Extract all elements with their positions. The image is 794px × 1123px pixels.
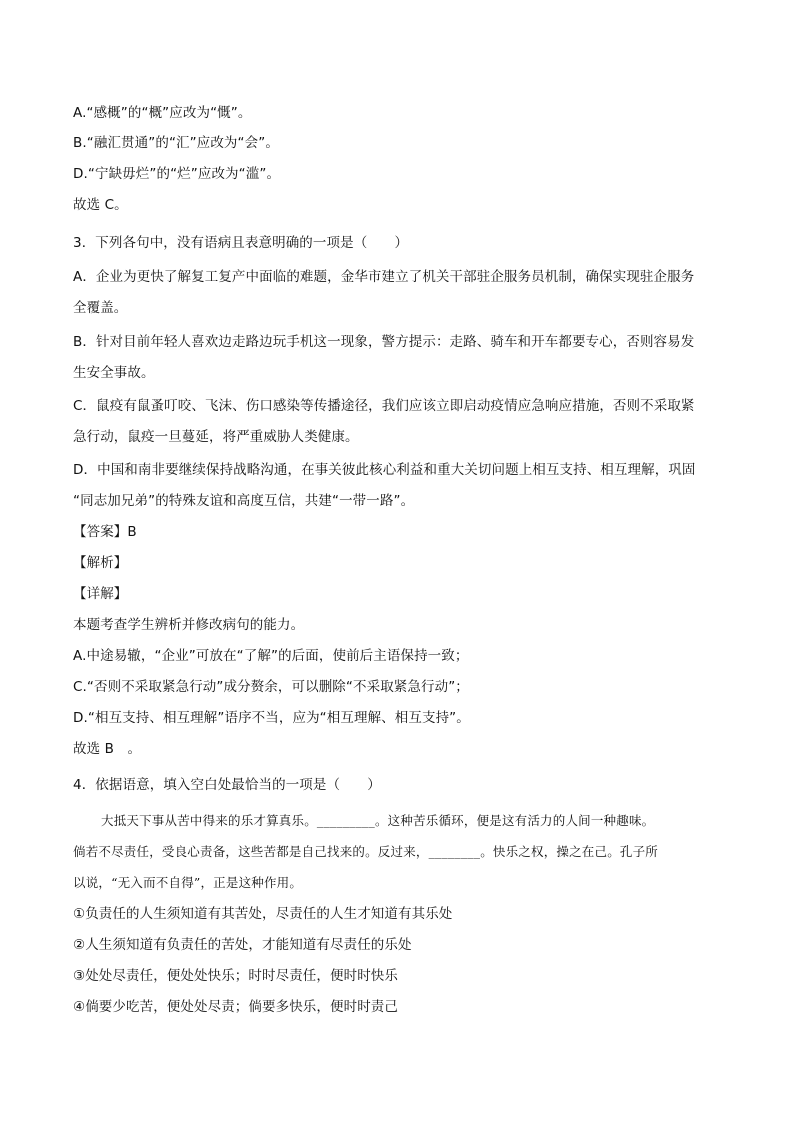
q4-option-3: ③处处尽责任，便处处快乐；时时尽责任，便时时快乐	[73, 968, 399, 984]
q3-choice: 故选 B 。	[73, 741, 142, 757]
option-a-line: A.“感概”的“概”应改为“慨”。	[73, 105, 252, 121]
explanation-d: D.“相互支持、相互理解”语序不当，应为“相互理解、相互支持”。	[73, 710, 470, 726]
prev-choice: 故选 C。	[73, 197, 128, 213]
answer-label: 【答案】B	[73, 524, 137, 540]
q3-option-c-line2: 急行动，鼠疫一旦蔓延，将严重威胁人类健康。	[73, 429, 359, 445]
explanation-a: A.中途易辙，“企业”可放在“了解”的后面，使前后主语保持一致；	[73, 648, 469, 664]
explanation-intro: 本题考查学生辨析并修改病句的能力。	[73, 617, 305, 633]
q4-passage-line3: 以说，“无入而不自得”，正是这种作用。	[73, 875, 303, 890]
q3-option-d-line1: D．中国和南非要继续保持战略沟通，在事关彼此核心利益和重大关切问题上相互支持、相互理解，巩固	[73, 462, 696, 478]
q4-option-4: ④倘要少吃苦，便处处尽责；倘要多快乐，便时时责己	[73, 999, 399, 1015]
q4-stem: 4．依据语意，填入空白处最恰当的一项是（ ）	[73, 777, 381, 793]
explanation-c: C.“否则不采取紧急行动”成分赘余，可以删除“不采取紧急行动”；	[73, 679, 469, 695]
q4-option-1: ①负责任的人生须知道有其苦处，尽责任的人生才知道有其乐处	[73, 906, 453, 922]
q4-option-2: ②人生须知道有负责任的苦处，才能知道有尽责任的乐处	[73, 937, 412, 953]
option-d-line: D.“宁缺毋烂”的“烂”应改为“滥”。	[73, 166, 281, 182]
q3-option-a-line2: 全覆盖。	[73, 300, 128, 316]
q4-passage-line1: 大抵天下事从苦中得来的乐才算真乐。_________。这种苦乐循环，便是这有活力的人间一种趣味。	[101, 813, 655, 828]
q3-option-d-line2: “同志加兄弟”的特殊友谊和高度互信，共建“一带一路”。	[73, 493, 415, 509]
q3-option-c-line1: C．鼠疫有鼠蚤叮咬、飞沫、伤口感染等传播途径，我们应该立即启动疫情应急响应措施，否则不采取紧	[73, 398, 695, 414]
analysis-label: 【解析】	[73, 555, 128, 571]
detail-label: 【详解】	[73, 586, 128, 602]
q3-stem: 3．下列各句中，没有语病且表意明确的一项是（ ）	[73, 235, 409, 251]
q3-option-b-line1: B．针对目前年轻人喜欢边走路边玩手机这一现象，警方提示：走路、骑车和开车都要专心，否则容易发	[73, 334, 695, 350]
q3-option-a-line1: A．企业为更快了解复工复产中面临的难题，金华市建立了机关干部驻企服务员机制，确保实现驻企服务	[73, 269, 695, 285]
q4-passage-line2: 倘若不尽责任，受良心责备，这些苦都是自己找来的。反过来，________。快乐之权，操之在己。孔子所	[73, 844, 659, 859]
option-b-line: B.“融汇贯通”的“汇”应改为“会”。	[73, 135, 279, 151]
q3-option-b-line2: 生安全事故。	[73, 365, 155, 381]
